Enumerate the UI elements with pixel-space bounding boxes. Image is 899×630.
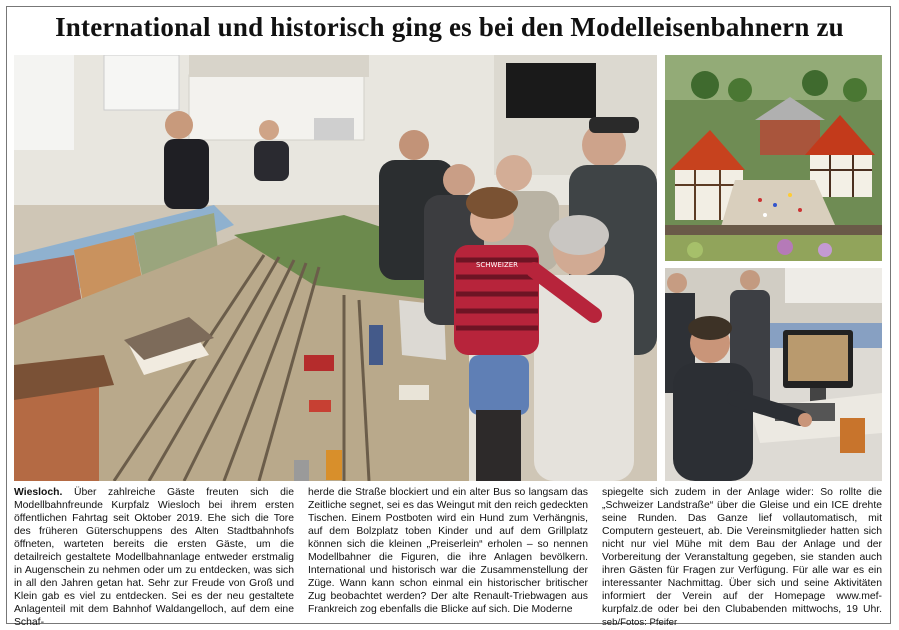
shirt-print-text: SCHWEIZER [475,261,519,269]
photo-credit: seb/Fotos: Pfeifer [602,617,678,629]
dateline: Wiesloch. [14,487,63,498]
article-body [14,486,882,630]
main-photo [14,55,657,481]
village-photo [665,55,882,261]
column-text: Über zahlreiche Gäste freuten sich die Modellbahnfreunde Kurpfalz Wiesloch bei ihrem ersten öffentlichen Fahrtag seit Oktober 2019. Ehe sich die Tore des früheren Güterschuppens des Alten Stadtbahnhofs öffneten, warteten bereits die ersten Gäste, um die detailreich gestaltete Modellbahnanlage entweder erstmalig in Augenschein zu nehmen oder um zu entdecken, was sich in all den Jahren getan hat. Sehr zur Freude von Groß und Klein gab es viel zu entdecken. Sei es der neu gestaltete Anlagenteil mit dem Bahnhof Waldangelloch, auf dem eine Schaf- [14,487,294,629]
control-photo [665,268,882,481]
headline: International und historisch ging es bei den Modelleisenbahnern zu [55,12,844,42]
article-column-2 [308,486,588,630]
article-column-3 [602,486,882,630]
article-column-1 [14,486,294,630]
column-text: herde die Straße blockiert und ein alter Bus so langsam das Zeitliche segnet, sei es das Weingut mit den reich gedeckten Tischen. Einem Postboten wird ein Hund zum Verhängnis, auf dem Bolzplatz toben Kinder und auf dem Grillplatz können sich die kleinen „Preiserlein“ erholen – so nennen Modellbahner die Figuren, die ihre Anlagen bevölkern. International und historisch war die Zusammenstellung der Züge. Wann kann schon einmal ein historischer britischer Zug beobachtet werden? Der alte Renault-Triebwagen aus Frankreich zog ebenfalls die Blicke auf sich. Die Moderne [308,487,588,616]
column-text: spiegelte sich zudem in der Anlage wider: So rollte die „Schweizer Landstraße“ über die Gleise und ein ICE drehte seine Runden. Das Ganze lief vollautomatisch, mit Computern gesteuert, ab. Die Vereinsmitglieder hatten sich nicht nur viel Mühe mit dem Bau der Anlage und der Vorbereitung der Veranstaltung gegeben, sie standen auch ihren Gästen für Fragen zur Verfügung. Für alle war es ein interessanter Nachmittag. Über sich und seine Aktivitäten informiert der Verein auf der Homepage www.mef-kurpfalz.de oder bei den Clubabenden mittwochs, 19 Uhr. [602,487,882,616]
